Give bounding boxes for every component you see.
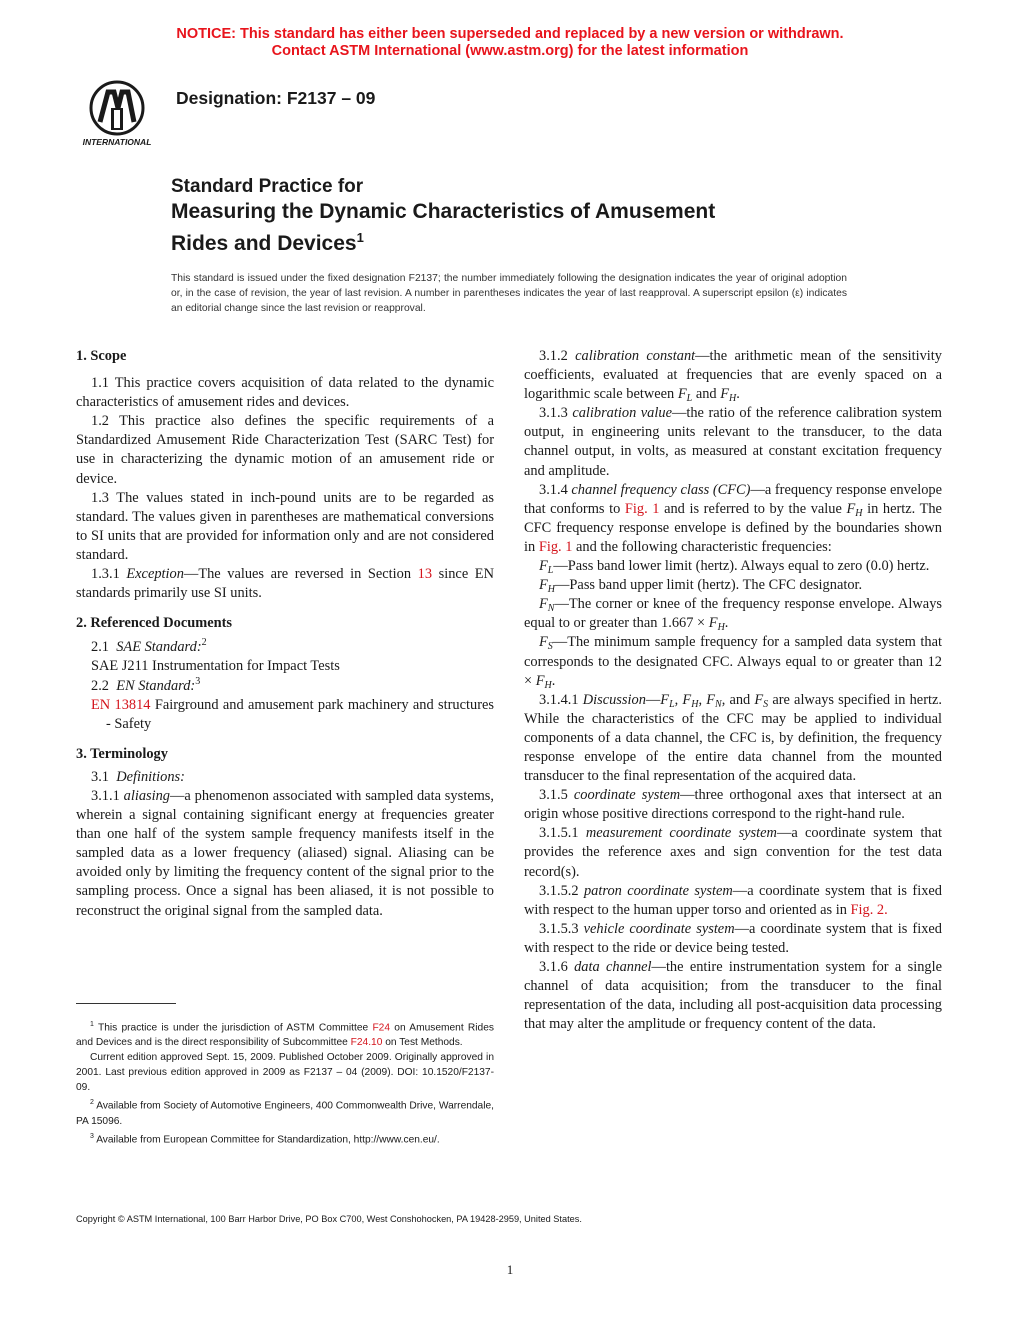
para-3-1-5-3: 3.1.5.3 vehicle coordinate system—a coordinate system that is fixed with respect to the ride or device being tested.: [524, 920, 942, 956]
para-3-1-5: 3.1.5 coordinate system—three orthogonal axes that intersect at an origin whose positive directions correspond to the right-hand rule.: [524, 787, 942, 823]
f24-link[interactable]: F24: [372, 1022, 391, 1034]
title-line-1: Standard Practice for: [171, 176, 364, 197]
footnote-3: $^3$ Available from European Committee for Standardization, http://www.cen.eu/.: [90, 1132, 440, 1146]
title-line-3-text: Rides and Devices: [171, 232, 357, 255]
f24-10-link[interactable]: F24.10: [350, 1037, 383, 1049]
sae-j211-item: SAE J211 Instrumentation for Impact Tests: [91, 658, 340, 675]
en-13814-item: EN 13814 Fairground and amusement park machinery and structures - Safety: [91, 696, 494, 732]
para-3-1-2: 3.1.2 calibration constant—the arithmetic mean of the sensitivity coefficients, evaluated at frequencies that are evenly spaced on a logarithmic scale between $F_L$ and $F_H$.: [524, 348, 942, 405]
para-3-1-5-2: 3.1.5.2 patron coordinate system—a coordinate system that is fixed with respect to the human upper torso and oriented as in Fig. 2.: [524, 882, 942, 918]
notice-line-1: NOTICE: This standard has either been superseded and replaced by a new version or withdrawn.: [176, 26, 844, 42]
right-column: [524, 347, 942, 1034]
footnote-1-edition: Current edition approved Sept. 15, 2009. Published October 2009. Originally approved in 2001. Last previous edition approved in 2009 as F2137 – 04 (2009). DOI: 10.1520/F2137-09.: [76, 1052, 494, 1094]
issued-note: This standard is issued under the fixed designation F2137; the number immediately following the designation indicates the year of original adoption or, in the case of revision, the year of last revision. A number in parentheses indicates the year of last reapproval. A superscript epsilon (ε) indicates an editorial change since the last revision or reapproval.: [171, 273, 847, 314]
copyright: Copyright © ASTM International, 100 Barr Harbor Drive, PO Box C700, West Conshohocken, PA 19428-2959, United States.: [76, 1214, 582, 1224]
footnote-2: $^2$ Available from Society of Automotive Engineers, 400 Commonwealth Drive, Warrendale, PA 15096.: [76, 1099, 494, 1127]
fig-2-link[interactable]: Fig. 2.: [850, 901, 888, 918]
document-title: [171, 174, 851, 257]
fig-1-link-2[interactable]: Fig. 1: [538, 538, 573, 555]
astm-logo-icon: [74, 78, 160, 148]
left-column: [76, 347, 494, 921]
fig-1-link[interactable]: Fig. 1: [624, 500, 660, 517]
footnote-rule: [76, 1003, 176, 1004]
withdrawn-notice: [0, 26, 1020, 60]
para-3-1-1: 3.1.1 aliasing—a phenomenon associated with sampled data systems, wherein a signal containing significant energy at frequencies greater than one half of the system sample frequency manifests itself in the sampled data as a lower frequency (aliased) signal. Aliasing can be avoided only by limiting the frequency content of the signal prior to the sampling process. Once a signal has been aliased, it is not possible to reconstruct the original signal from the sampled data.: [76, 787, 494, 919]
title-line-2: Measuring the Dynamic Characteristics of Amusement: [171, 200, 716, 223]
section-heading-terminology: 3. Terminology: [76, 745, 168, 762]
page-number: 1: [506, 1262, 514, 1277]
title-line-3: [171, 225, 851, 257]
section-heading-scope: 1. Scope: [76, 348, 127, 364]
astm-logo: [74, 78, 160, 148]
def-fn: $F_N—The$ corner or knee of the frequency response envelope. Always equal to or greater than $1.667 \times F_H$.: [524, 596, 942, 634]
def-fs: $F_S—The$ minimum sample frequency for a sampled data system that corresponds to the designated CFC. Always equal to or greater than $12 \times F_H$.: [524, 634, 942, 691]
en-13814-link[interactable]: EN 13814: [91, 696, 151, 713]
para-3-1-5-1: 3.1.5.1 measurement coordinate system—a coordinate system that provides the reference axes and sign convention for the test data record(s).: [524, 825, 942, 880]
para-1-3: 1.3 The values stated in inch-pound units are to be regarded as standard. The values given in parentheses are mathematical conversions to SI units that are provided for information only and are not considered standard.: [76, 489, 494, 563]
title-footnote-mark: 1: [356, 230, 364, 245]
para-3-1-6: 3.1.6 data channel—the entire instrumentation system for a single channel of data acquisition; from the transducer to the final representation of the data, including all post-acquisition data processing that may alter the amplitude or frequency content of the data.: [524, 959, 942, 1033]
designation: Designation: F2137 – 09: [176, 88, 376, 108]
notice-line-2: Contact ASTM International (www.astm.org) for the latest information: [271, 43, 749, 59]
para-3-1-3: 3.1.3 calibration value—the ratio of the reference calibration system output, in engineering units relevant to the transducer, to the data channel output, in volts, as measured at constant excitation frequency and amplitude.: [524, 405, 942, 479]
para-3-1-4: 3.1.4 channel frequency class (CFC)—a frequency response envelope that conforms to Fig. 1 and is referred to by the value $F_H$ in hertz. The CFC frequency response envelope is defined by the boundaries shown in Fig. 1 and the following characteristic frequencies:: [524, 481, 942, 555]
para-2-2: 2.2 EN Standard:$^3$: [91, 675, 201, 694]
footnote-1: $^1$ This practice is under the jurisdiction of ASTM Committee F24 on Amusement Rides and Devices and is the direct responsibility of Subcommittee F24.10 on Test Methods.: [76, 1021, 494, 1049]
section-heading-referenced-documents: 2. Referenced Documents: [76, 615, 232, 632]
def-fh: $F_H—Pass$ band upper limit (hertz). The CFC designator.: [539, 577, 863, 596]
def-fl: $F_L—Pass$ band lower limit (hertz). Always equal to zero (0.0) hertz.: [539, 558, 930, 577]
para-3-1: 3.1 Definitions:: [91, 768, 185, 785]
logo-text: INTERNATIONAL: [82, 137, 152, 147]
para-1-2: 1.2 This practice also defines the specific requirements of a Standardized Amusement Ride Characterization Test (SARC Test) for use in characterizing the dynamic motion of an amusement ride or device.: [76, 413, 494, 487]
section-13-link[interactable]: 13: [417, 566, 433, 583]
para-3-1-4-1: 3.1.4.1 $Discussion—F_L$, $F_H$, $F_N$, and $F_S$ are always specified in hertz. While the characteristics of the CFC may be applied to individual components of a data channel, the CFC is, by definition, the frequency response envelope of the entire data channel from the mounted transducer to the final representation of the acquired data.: [524, 691, 942, 785]
para-2-1: 2.1 SAE Standard:$^2$: [91, 637, 207, 656]
footnotes: [76, 1017, 494, 1147]
para-1-1: 1.1 This practice covers acquisition of data related to the dynamic characteristics of amusement rides and devices.: [76, 375, 494, 411]
para-1-3-1: 1.3.1 Exception—The values are reversed in Section 13 since EN standards primarily use SI units.: [76, 566, 494, 602]
